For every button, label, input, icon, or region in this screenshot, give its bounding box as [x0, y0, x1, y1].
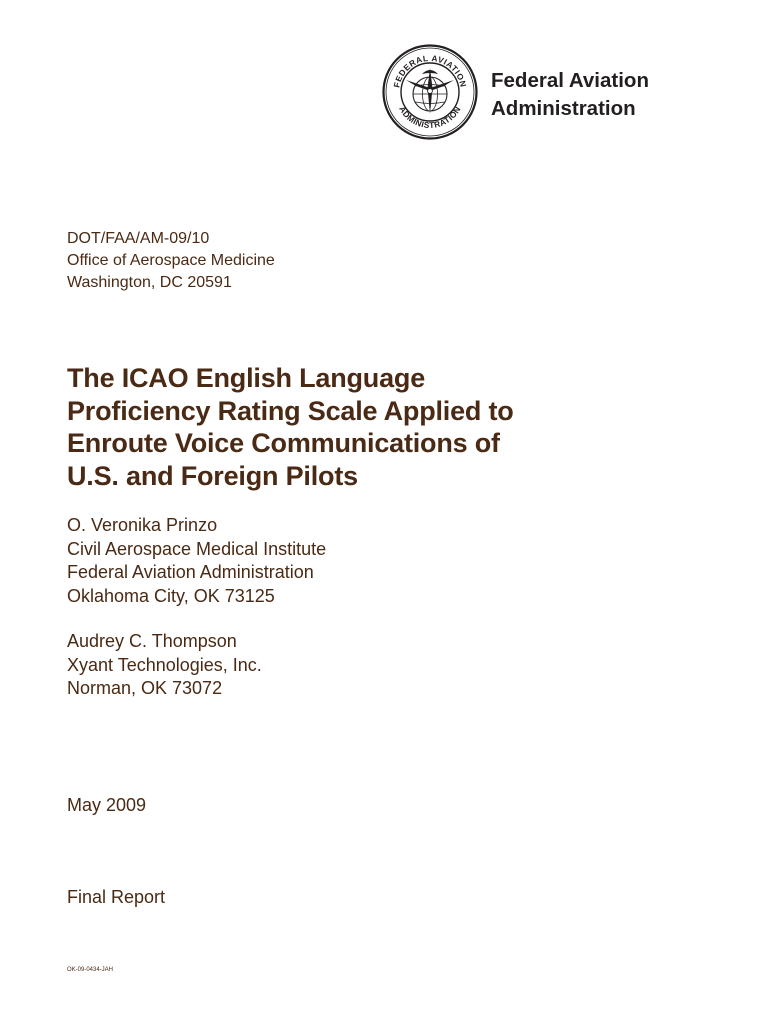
agency-name-line-1: Federal Aviation [491, 69, 649, 92]
office-block [67, 228, 275, 294]
author-organization: Civil Aerospace Medical Institute [67, 538, 327, 559]
document-code: OK-09-0434-JAH [67, 967, 114, 973]
report-title [67, 362, 687, 492]
report-title-line-3: Enroute Voice Communications of [67, 428, 500, 458]
office-location: Washington, DC 20591 [67, 274, 232, 291]
agency-name-line-2: Administration [491, 97, 636, 120]
author-organization: Xyant Technologies, Inc. [67, 654, 262, 675]
agency-name [491, 67, 649, 123]
office-name: Office of Aerospace Medicine [67, 252, 275, 269]
report-date: May 2009 [67, 795, 147, 815]
seal-ring-text-bottom: ADMINISTRATION [397, 104, 463, 131]
author-organization: Federal Aviation Administration [67, 562, 314, 582]
seal-ring-text-top: FEDERAL AVIATION [391, 52, 469, 89]
faa-seal-icon [382, 44, 478, 140]
author-name: Audrey C. Thompson [67, 631, 237, 651]
author-city: Oklahoma City, OK 73125 [67, 585, 275, 606]
author-block-2 [67, 630, 262, 701]
report-title-line-1: The ICAO English Language [67, 363, 426, 393]
author-name: O. Veronika Prinzo [67, 515, 218, 535]
report-number: DOT/FAA/AM-09/10 [67, 230, 210, 247]
report-title-line-2: Proficiency Rating Scale Applied to [67, 395, 514, 426]
author-city: Norman, OK 73072 [67, 678, 223, 698]
author-block-1 [67, 514, 326, 608]
report-type: Final Report [67, 887, 166, 907]
report-title-line-4: U.S. and Foreign Pilots [67, 460, 358, 491]
